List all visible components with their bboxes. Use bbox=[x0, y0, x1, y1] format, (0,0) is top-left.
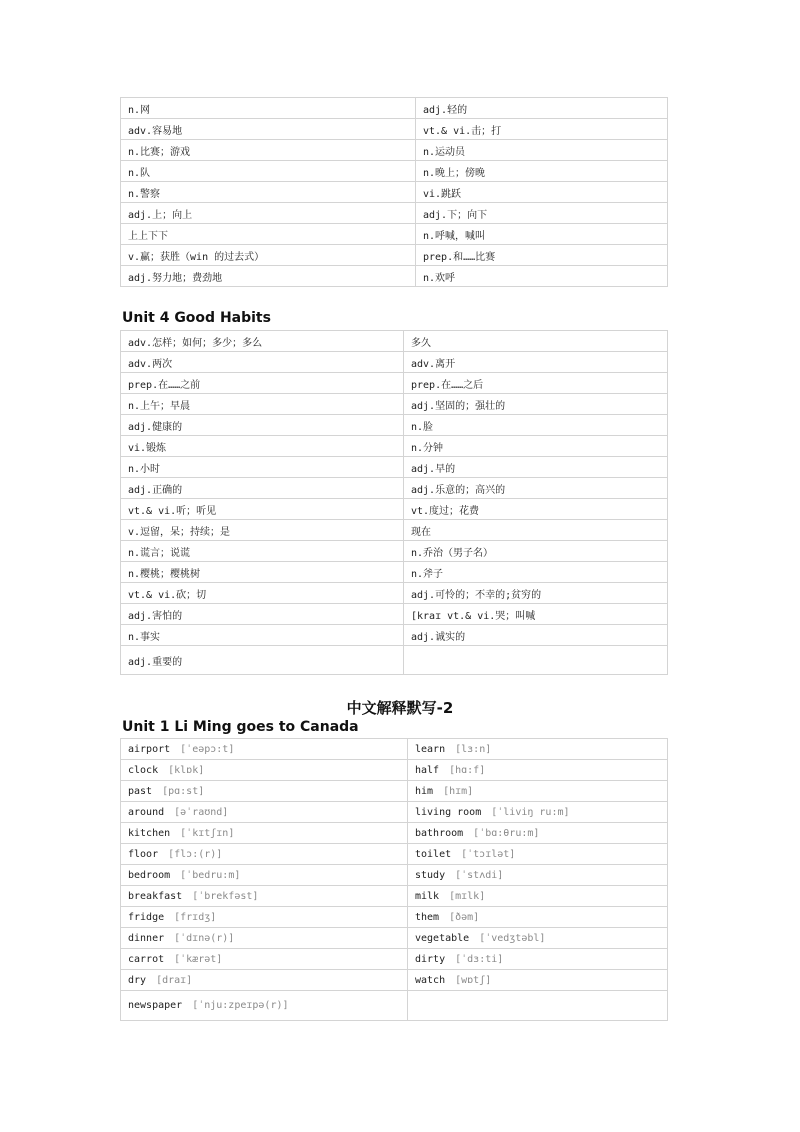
vocab-table-unit4 bbox=[120, 330, 668, 675]
table-cell: n.分钟 bbox=[404, 436, 668, 457]
table-cell bbox=[121, 907, 408, 928]
phonetic: [klɒk] bbox=[168, 764, 205, 776]
word: living room bbox=[415, 806, 482, 818]
phonetic: [frɪdʒ] bbox=[174, 911, 217, 923]
table-cell: vt.度过；花费 bbox=[404, 499, 668, 520]
table-row bbox=[121, 625, 668, 646]
word: watch bbox=[415, 974, 446, 986]
table-cell bbox=[121, 739, 408, 760]
word: around bbox=[128, 806, 165, 818]
vocab-table-unit1 bbox=[120, 738, 668, 1021]
table-row bbox=[121, 478, 668, 499]
table-row bbox=[121, 823, 668, 844]
word: toilet bbox=[415, 848, 452, 860]
table-cell: adj.重要的 bbox=[121, 646, 404, 675]
table-row bbox=[121, 415, 668, 436]
phonetic: [ˈeəpɔ:t] bbox=[180, 743, 235, 755]
table-cell: n.队 bbox=[121, 161, 416, 182]
table-cell bbox=[408, 739, 668, 760]
table-row bbox=[121, 844, 668, 865]
table-row bbox=[121, 499, 668, 520]
table-cell: adv.容易地 bbox=[121, 119, 416, 140]
table-cell bbox=[408, 886, 668, 907]
table-cell bbox=[408, 928, 668, 949]
table-cell bbox=[121, 991, 408, 1021]
table-cell: n.欢呼 bbox=[416, 266, 668, 287]
table-cell bbox=[121, 823, 408, 844]
table-row bbox=[121, 98, 668, 119]
table-row bbox=[121, 739, 668, 760]
word: bedroom bbox=[128, 869, 171, 881]
table-cell: prep.和……比赛 bbox=[416, 245, 668, 266]
section-title: 中文解释默写-2 bbox=[346, 699, 454, 717]
table-cell: adj.可怜的；不幸的;贫穷的 bbox=[404, 583, 668, 604]
table-cell: adj.轻的 bbox=[416, 98, 668, 119]
phonetic: [mɪlk] bbox=[449, 890, 486, 902]
table-cell: n.樱桃；樱桃树 bbox=[121, 562, 404, 583]
table-row bbox=[121, 991, 668, 1021]
table-cell bbox=[408, 823, 668, 844]
word: fridge bbox=[128, 911, 165, 923]
table-cell: [kraɪ vt.& vi.哭；叫喊 bbox=[404, 604, 668, 625]
phonetic: [lɜ:n] bbox=[455, 743, 492, 755]
table-row bbox=[121, 562, 668, 583]
table-row bbox=[121, 520, 668, 541]
phonetic: [ˈstʌdi] bbox=[455, 869, 504, 881]
table-cell bbox=[408, 991, 668, 1021]
word: kitchen bbox=[128, 827, 171, 839]
word: carrot bbox=[128, 953, 165, 965]
table-cell: vi.跳跃 bbox=[416, 182, 668, 203]
table-cell: 现在 bbox=[404, 520, 668, 541]
table-cell: adj.乐意的；高兴的 bbox=[404, 478, 668, 499]
table-row bbox=[121, 886, 668, 907]
table-cell: adj.正确的 bbox=[121, 478, 404, 499]
table-row bbox=[121, 865, 668, 886]
table-row bbox=[121, 949, 668, 970]
word: half bbox=[415, 764, 440, 776]
table-row bbox=[121, 373, 668, 394]
table-row bbox=[121, 161, 668, 182]
table-cell: vt.& vi.听；听见 bbox=[121, 499, 404, 520]
table-cell bbox=[408, 802, 668, 823]
table-cell: adj.诚实的 bbox=[404, 625, 668, 646]
phonetic: [ˈliviŋ ru:m] bbox=[491, 806, 570, 818]
phonetic: [ˈdɪnə(r)] bbox=[174, 932, 235, 944]
table-row bbox=[121, 802, 668, 823]
word: airport bbox=[128, 743, 171, 755]
phonetic: [ˈkɪtʃɪn] bbox=[180, 827, 235, 839]
table-cell: n.事实 bbox=[121, 625, 404, 646]
table-cell: adj.努力地；费劲地 bbox=[121, 266, 416, 287]
table-row bbox=[121, 541, 668, 562]
unit1-heading: Unit 1 Li Ming goes to Canada bbox=[122, 719, 359, 735]
table-cell: vt.& vi.砍；切 bbox=[121, 583, 404, 604]
word: milk bbox=[415, 890, 440, 902]
table-cell bbox=[121, 865, 408, 886]
table-row bbox=[121, 781, 668, 802]
table-cell bbox=[121, 844, 408, 865]
table-cell bbox=[408, 949, 668, 970]
table-cell: n.小时 bbox=[121, 457, 404, 478]
table-cell: vi.锻炼 bbox=[121, 436, 404, 457]
phonetic: [ˈbrekfəst] bbox=[192, 890, 259, 902]
unit4-heading: Unit 4 Good Habits bbox=[122, 310, 271, 326]
table-cell: adj.坚固的；强壮的 bbox=[404, 394, 668, 415]
table-cell: adj.害怕的 bbox=[121, 604, 404, 625]
table-row bbox=[121, 140, 668, 161]
table-row bbox=[121, 907, 668, 928]
table-cell: adj.早的 bbox=[404, 457, 668, 478]
word: past bbox=[128, 785, 153, 797]
table-cell: prep.在……之后 bbox=[404, 373, 668, 394]
table-cell: adv.两次 bbox=[121, 352, 404, 373]
table-row bbox=[121, 331, 668, 352]
table-cell: n.乔治（男子名） bbox=[404, 541, 668, 562]
phonetic: [ˈvedʒtəbl] bbox=[479, 932, 546, 944]
phonetic: [ˈbɑ:θru:m] bbox=[473, 827, 540, 839]
phonetic: [əˈraʊnd] bbox=[174, 806, 229, 818]
phonetic: [ˈbedru:m] bbox=[180, 869, 241, 881]
table-cell: adv.离开 bbox=[404, 352, 668, 373]
word: dinner bbox=[128, 932, 165, 944]
table-cell bbox=[121, 928, 408, 949]
table-cell bbox=[404, 646, 668, 675]
phonetic: [ðəm] bbox=[449, 911, 480, 923]
table-row bbox=[121, 604, 668, 625]
phonetic: [ˈnju:zpeɪpə(r)] bbox=[192, 1000, 289, 1011]
table-cell: n.晚上；傍晚 bbox=[416, 161, 668, 182]
phonetic: [draɪ] bbox=[156, 974, 193, 986]
phonetic: [hɑ:f] bbox=[449, 764, 486, 776]
table-cell bbox=[121, 760, 408, 781]
table-row bbox=[121, 394, 668, 415]
table-cell bbox=[408, 907, 668, 928]
phonetic: [pɑ:st] bbox=[162, 785, 205, 797]
table-row bbox=[121, 119, 668, 140]
table-cell: adj.下；向下 bbox=[416, 203, 668, 224]
table-cell bbox=[408, 970, 668, 991]
table-cell: n.上午；早晨 bbox=[121, 394, 404, 415]
table-row bbox=[121, 182, 668, 203]
word: breakfast bbox=[128, 890, 183, 902]
word: vegetable bbox=[415, 932, 470, 944]
table-row bbox=[121, 760, 668, 781]
table-cell: 多久 bbox=[404, 331, 668, 352]
table-cell bbox=[408, 865, 668, 886]
phonetic: [wɒtʃ] bbox=[455, 974, 492, 986]
word: clock bbox=[128, 764, 159, 776]
table-cell bbox=[121, 886, 408, 907]
table-cell: n.呼喊，喊叫 bbox=[416, 224, 668, 245]
table-cell bbox=[408, 760, 668, 781]
table-cell bbox=[408, 781, 668, 802]
table-cell: n.斧子 bbox=[404, 562, 668, 583]
table-cell bbox=[121, 970, 408, 991]
table-cell: vt.& vi.击；打 bbox=[416, 119, 668, 140]
table-cell: n.谎言；说谎 bbox=[121, 541, 404, 562]
word: them bbox=[415, 911, 440, 923]
table-cell: v.赢；获胜（win 的过去式） bbox=[121, 245, 416, 266]
table-cell bbox=[121, 949, 408, 970]
table-row bbox=[121, 970, 668, 991]
table-row bbox=[121, 245, 668, 266]
table-cell: n.比赛；游戏 bbox=[121, 140, 416, 161]
table-cell bbox=[121, 802, 408, 823]
phonetic: [ˈkærət] bbox=[174, 953, 223, 965]
table-cell: adj.上；向上 bbox=[121, 203, 416, 224]
table-row bbox=[121, 352, 668, 373]
table-cell bbox=[121, 781, 408, 802]
table-row bbox=[121, 203, 668, 224]
word: him bbox=[415, 785, 434, 797]
word: newspaper bbox=[128, 1000, 183, 1011]
table-cell: adv.怎样；如何；多少；多么 bbox=[121, 331, 404, 352]
table-row bbox=[121, 224, 668, 245]
table-cell: n.警察 bbox=[121, 182, 416, 203]
table-cell: adj.健康的 bbox=[121, 415, 404, 436]
table-row bbox=[121, 646, 668, 675]
table-cell: n.脸 bbox=[404, 415, 668, 436]
table-row bbox=[121, 928, 668, 949]
word: floor bbox=[128, 848, 159, 860]
vocab-table-previous-unit bbox=[120, 97, 668, 287]
table-row bbox=[121, 457, 668, 478]
phonetic: [ˈdɜ:ti] bbox=[455, 953, 504, 965]
phonetic: [flɔ:(r)] bbox=[168, 848, 223, 860]
word: study bbox=[415, 869, 446, 881]
table-row bbox=[121, 436, 668, 457]
table-cell bbox=[408, 844, 668, 865]
table-cell: 上上下下 bbox=[121, 224, 416, 245]
phonetic: [hɪm] bbox=[443, 785, 474, 797]
table-cell: n.网 bbox=[121, 98, 416, 119]
table-cell: n.运动员 bbox=[416, 140, 668, 161]
table-cell: prep.在……之前 bbox=[121, 373, 404, 394]
word: bathroom bbox=[415, 827, 464, 839]
phonetic: [ˈtɔɪlət] bbox=[461, 848, 516, 860]
table-row bbox=[121, 266, 668, 287]
word: dry bbox=[128, 974, 147, 986]
word: learn bbox=[415, 743, 446, 755]
word: dirty bbox=[415, 953, 446, 965]
table-cell: v.逗留，呆；持续；是 bbox=[121, 520, 404, 541]
table-row bbox=[121, 583, 668, 604]
